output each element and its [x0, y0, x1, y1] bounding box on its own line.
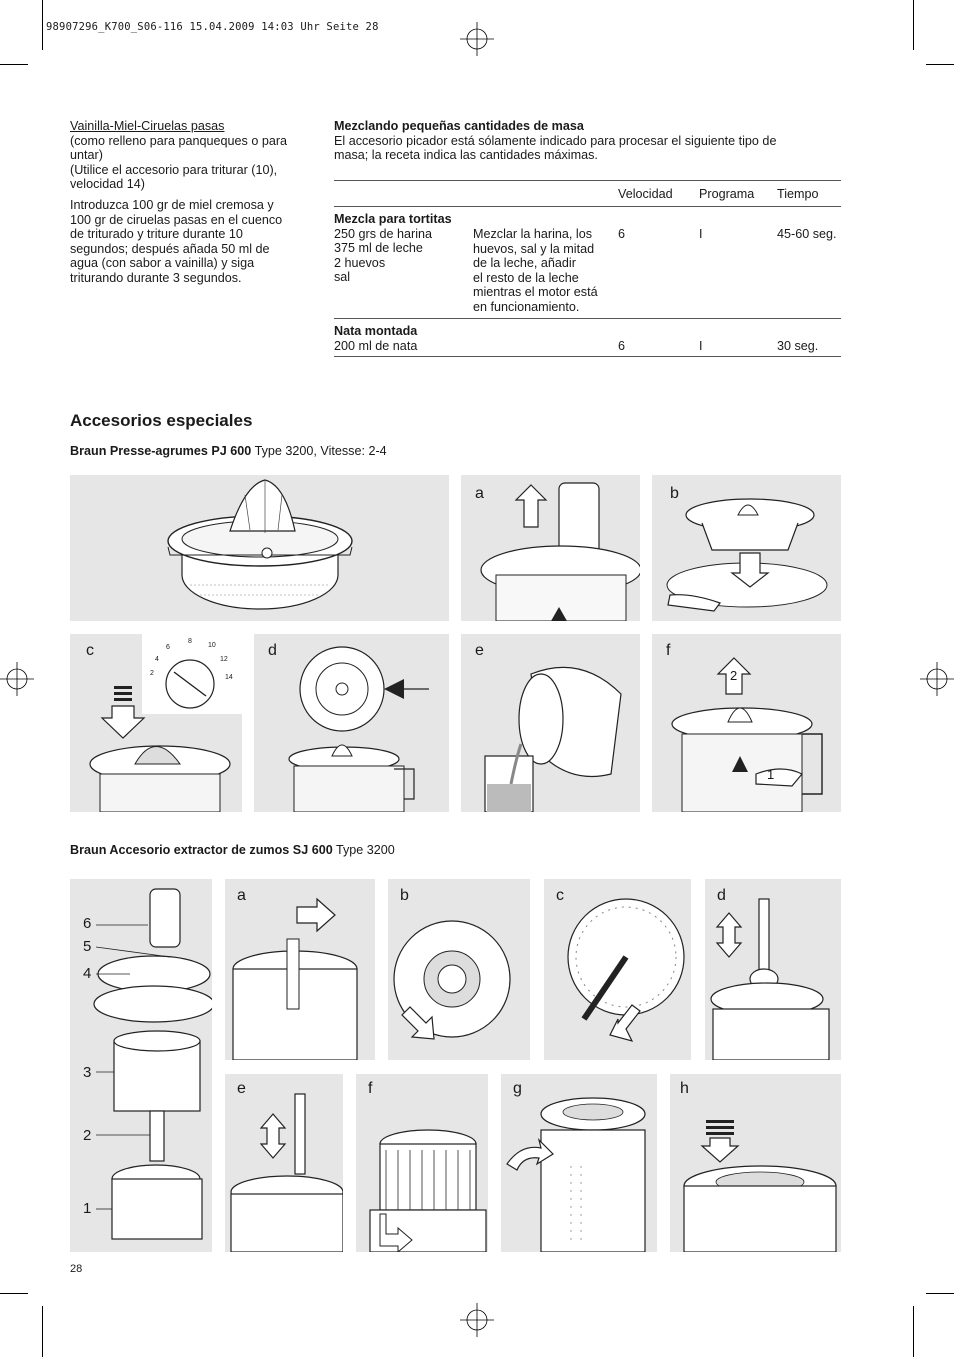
- dial-tick: 10: [208, 642, 216, 649]
- part-number: 2: [83, 1127, 92, 1144]
- citrus-step-d-illustration: [254, 634, 449, 812]
- mixing-heading: Mezclando pequeñas cantidades de masa: [334, 119, 584, 133]
- panel-label-f: f: [666, 642, 671, 659]
- ingredient: 200 ml de nata: [334, 338, 418, 353]
- sj600-caption: [70, 843, 395, 858]
- juicer-step-b-illustration: [388, 879, 530, 1060]
- registration-mark-icon: [460, 22, 494, 56]
- instruction-line: mientras el motor está: [473, 285, 598, 300]
- juicer-step-f-illustration: [356, 1074, 488, 1252]
- instruction-line: huevos, sal y la mitad: [473, 241, 595, 256]
- juicer-step-a-illustration: [225, 879, 375, 1060]
- ingredient: sal: [334, 270, 351, 285]
- row-title: Nata montada: [334, 324, 418, 338]
- sj-panel-c: [544, 879, 691, 1060]
- row1-tiempo: 45-60 seg.: [777, 227, 837, 241]
- panel-label-d: d: [717, 887, 726, 904]
- instruction-line: en funcionamiento.: [473, 299, 580, 314]
- step-number: 2: [730, 668, 738, 683]
- row1-velocidad: 6: [618, 227, 626, 241]
- pj-panel-a: [461, 475, 640, 621]
- dial-tick: 2: [150, 670, 154, 677]
- recipe-title: Vainilla-Miel-Ciruelas pasas: [70, 119, 225, 133]
- crop-mark: [0, 64, 28, 65]
- sj-panel-d: [705, 879, 841, 1060]
- panel-label-h: h: [680, 1080, 689, 1097]
- panel-label-a: a: [475, 485, 484, 502]
- recipe-vanilla: [70, 119, 315, 286]
- citrus-step-f-illustration: [652, 634, 841, 812]
- table-rule: [334, 356, 841, 357]
- print-header: 98907296_K700_S06-116 15.04.2009 14:03 Uhr Seite 28: [46, 21, 379, 33]
- panel-label-f: f: [368, 1080, 373, 1097]
- pj-panel-f: [652, 634, 841, 812]
- dial-tick: 4: [155, 656, 159, 663]
- dial-tick: 8: [188, 638, 192, 645]
- juicer-step-d-illustration: [705, 879, 841, 1060]
- dial-tick: 14: [225, 674, 233, 681]
- row2-velocidad: 6: [618, 339, 626, 353]
- panel-label-c: c: [556, 887, 564, 904]
- recipe-line: (como relleno para panqueques o para: [70, 133, 288, 148]
- recipe-line: (Utilice el accesorio para triturar (10),: [70, 162, 278, 177]
- mixing-section: [334, 119, 842, 163]
- panel-label-a: a: [237, 887, 246, 904]
- sj-panel-a: [225, 879, 375, 1060]
- pj-panel-b: [652, 475, 841, 621]
- registration-mark-icon: [0, 662, 34, 696]
- panel-label-b: b: [400, 887, 409, 904]
- sj-panel-e: [225, 1074, 343, 1252]
- sj-panel-f: [356, 1074, 488, 1252]
- citrus-step-e-illustration: [461, 634, 640, 812]
- row2-tiempo: 30 seg.: [777, 339, 819, 353]
- table-row-instructions: [473, 227, 618, 315]
- row2-programa: I: [699, 339, 703, 353]
- crop-mark: [42, 1306, 43, 1357]
- pj-panel-c: [70, 634, 242, 812]
- table-row-ingredients: [334, 212, 469, 285]
- panel-label-b: b: [670, 485, 679, 502]
- recipe-paragraph-line: Introduzca 100 gr de miel cremosa y: [70, 197, 274, 212]
- table-rule: [334, 180, 841, 181]
- part-number: 3: [83, 1064, 92, 1081]
- crop-mark: [0, 1293, 28, 1294]
- page-number: 28: [70, 1263, 83, 1275]
- step-number: 1: [767, 767, 775, 782]
- row-title: Mezcla para tortitas: [334, 212, 452, 226]
- section-heading: Accesorios especiales: [70, 411, 253, 430]
- ingredient: 2 huevos: [334, 255, 386, 270]
- recipe-line: velocidad 14): [70, 177, 145, 192]
- juicer-step-g-illustration: [501, 1074, 657, 1252]
- ingredient: 250 grs de harina: [334, 226, 433, 241]
- sj600-type: Type 3200: [332, 843, 395, 857]
- pj-panel-e: [461, 634, 640, 812]
- instruction-line: de la leche, añadir: [473, 256, 576, 271]
- dial-tick: 12: [220, 656, 228, 663]
- sj600-name: Braun Accesorio extractor de zumos SJ 600: [70, 843, 333, 857]
- mixing-intro-line: El accesorio picador está sólamente indicado para procesar el siguiente tipo de: [334, 133, 777, 148]
- part-number: 4: [83, 965, 92, 982]
- citrus-step-b-illustration: [652, 475, 841, 621]
- panel-label-e: e: [475, 642, 484, 659]
- pj600-type: Type 3200, Vitesse: 2-4: [251, 444, 387, 458]
- recipe-paragraph-line: triturando durante 3 segundos.: [70, 270, 242, 285]
- recipe-paragraph-line: de triturado y triture durante 10: [70, 227, 243, 242]
- recipe-paragraph-line: agua (con sabor a vainilla) y siga: [70, 256, 255, 271]
- table-header-velocidad: Velocidad: [618, 187, 673, 201]
- row1-programa: I: [699, 227, 703, 241]
- table-header-tiempo: Tiempo: [777, 187, 819, 201]
- pj600-caption: [70, 444, 387, 459]
- panel-label-g: g: [513, 1080, 522, 1097]
- registration-mark-icon: [460, 1303, 494, 1337]
- part-number: 1: [83, 1200, 92, 1217]
- table-header-programa: Programa: [699, 187, 755, 201]
- instruction-line: Mezclar la harina, los: [473, 227, 592, 241]
- crop-mark: [926, 64, 954, 65]
- registration-mark-icon: [920, 662, 954, 696]
- pj-panel-d: [254, 634, 449, 812]
- part-number: 5: [83, 938, 92, 955]
- dial-tick: 6: [166, 644, 170, 651]
- table-rule: [334, 206, 841, 207]
- table-rule: [334, 318, 841, 319]
- sj-panel-b: [388, 879, 530, 1060]
- crop-mark: [926, 1293, 954, 1294]
- ingredient: 375 ml de leche: [334, 241, 423, 256]
- citrus-step-a-illustration: [461, 475, 640, 621]
- panel-label-e: e: [237, 1080, 246, 1097]
- sj-panel-g: [501, 1074, 657, 1252]
- panel-label-d: d: [268, 642, 277, 659]
- mixing-intro-line: masa; la receta indica las cantidades máximas.: [334, 148, 598, 163]
- crop-mark: [42, 0, 43, 50]
- instruction-line: el resto de la leche: [473, 270, 579, 285]
- recipe-line: untar): [70, 148, 103, 163]
- pj600-name: Braun Presse-agrumes PJ 600: [70, 444, 252, 458]
- part-number: 6: [83, 915, 92, 932]
- citrus-press-illustration: [70, 475, 449, 621]
- sj-panel-parts: [70, 879, 212, 1252]
- sj-panel-h: [670, 1074, 841, 1252]
- juicer-step-c-illustration: [544, 879, 691, 1060]
- panel-label-c: c: [86, 642, 94, 659]
- table-row-2: [334, 324, 534, 353]
- recipe-paragraph-line: segundos; después añada 50 ml de: [70, 241, 270, 256]
- recipe-paragraph-line: 100 gr de ciruelas pasas en el cuenco: [70, 212, 283, 227]
- pj-panel-main: [70, 475, 449, 621]
- crop-mark: [913, 1306, 914, 1357]
- crop-mark: [913, 0, 914, 50]
- juicer-step-e-illustration: [225, 1074, 343, 1252]
- juicer-step-h-illustration: [670, 1074, 841, 1252]
